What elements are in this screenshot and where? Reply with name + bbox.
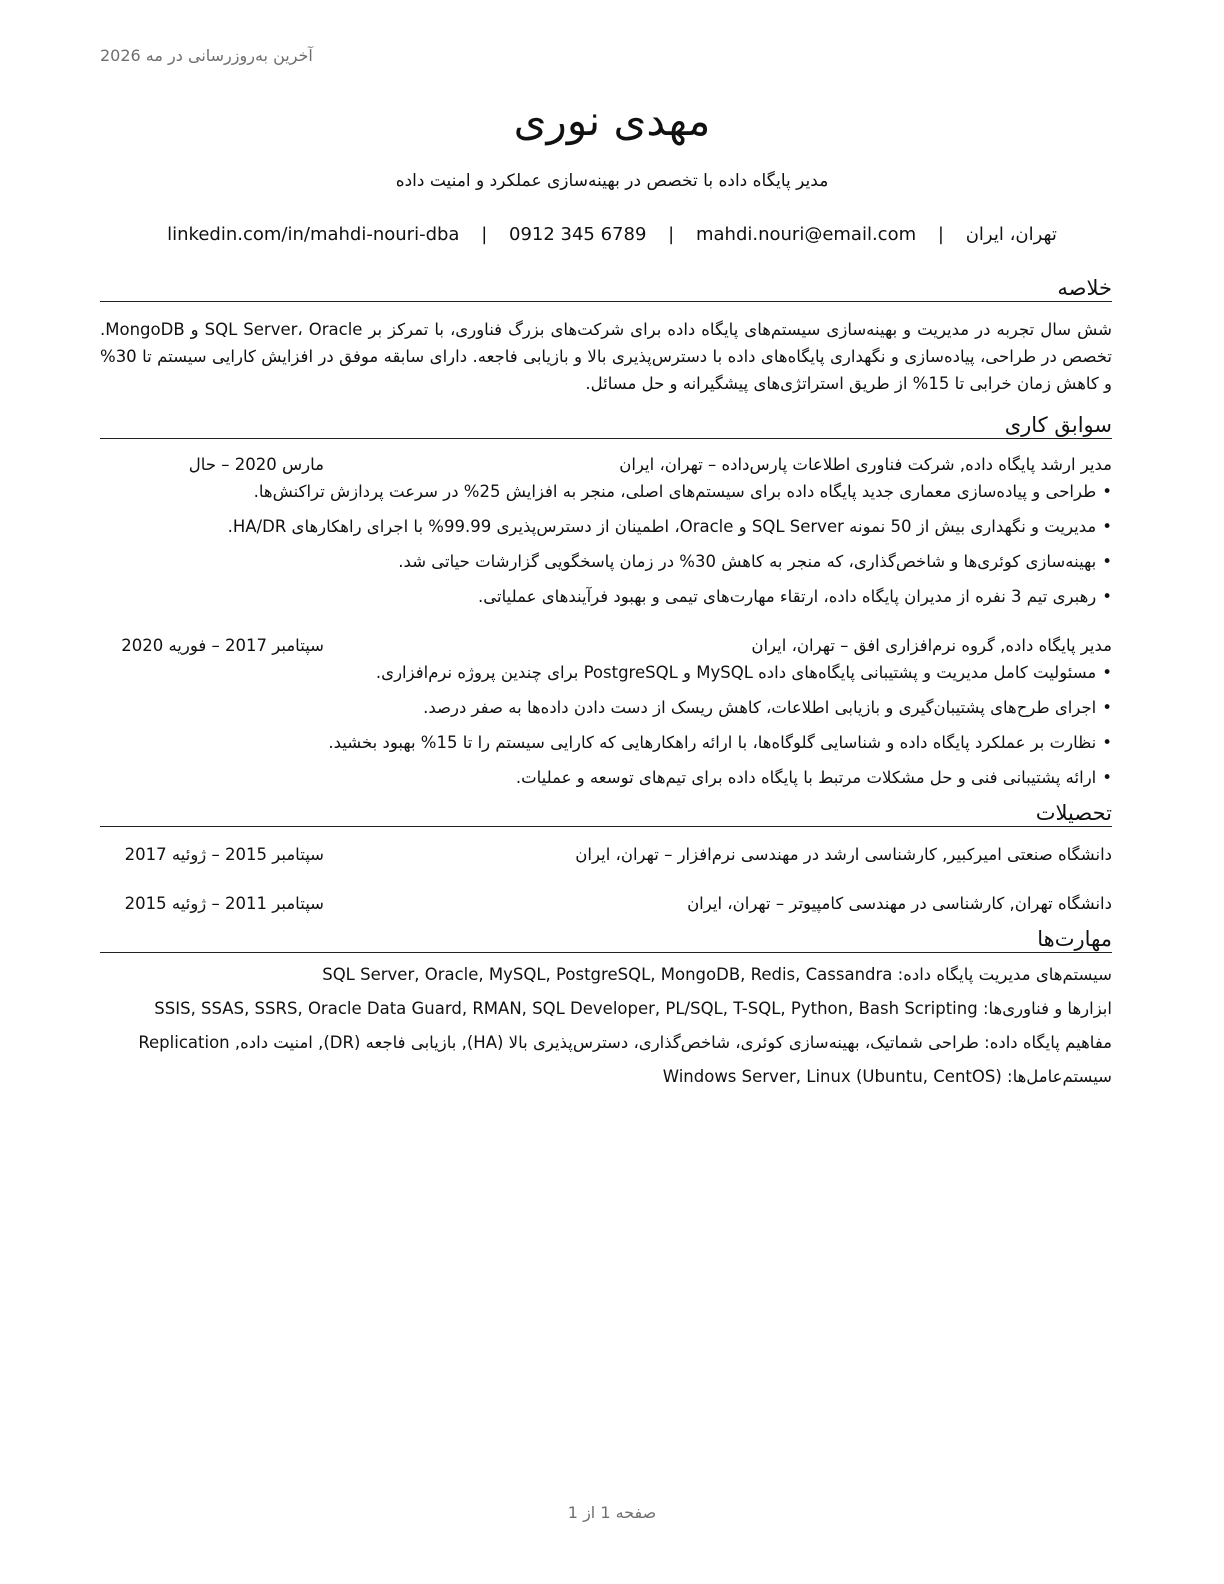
contact-separator: | (937, 224, 944, 245)
job-bullet: •رهبری تیم 3 نفره از مدیران پایگاه داده، ارتقاء مهارت‌های تیمی و بهبود فرآیندهای عملیاتی. (478, 587, 1112, 606)
job-bullet: •ارائه پشتیبانی فنی و حل مشکلات مرتبط با پایگاه داده برای تیم‌های توسعه و عملیات. (515, 768, 1112, 787)
contact-line (0, 224, 1224, 245)
contact-location: تهران، ایران (965, 224, 1057, 245)
job-header (100, 451, 1112, 478)
skills-section-title: مهارت‌ها (100, 927, 1112, 953)
skills-value: طراحی شماتیک، بهینه‌سازی کوئری، شاخص‌گذاری، دسترس‌پذیری بالا (HA), بازیابی فاجعه (DR), امنیت داده, Replication (138, 1033, 979, 1052)
job-title: مدیر ارشد پایگاه داده, شرکت فناوری اطلاعات پارس‌داده – تهران، ایران (619, 455, 1112, 474)
skills-row (100, 1031, 1112, 1055)
job-bullet: •مسئولیت کامل مدیریت و پشتیبانی پایگاه‌های داده MySQL و PostgreSQL برای چندین پروژه نرم‌افزاری. (375, 663, 1112, 682)
skills-value: SQL Server, Oracle, MySQL, PostgreSQL, MongoDB, Redis, Cassandra (322, 965, 893, 984)
education-entry (100, 890, 1112, 917)
resume-body (100, 276, 1112, 1089)
job-header (100, 632, 1112, 659)
skills-label: ابزارها و فناوری‌ها: (982, 999, 1112, 1018)
skills-row (100, 963, 1112, 987)
job-bullet: •طراحی و پیاده‌سازی معماری جدید پایگاه داده برای سیستم‌های اصلی، منجر به افزایش 25% در سرعت پردازش تراکنش‌ها. (253, 482, 1112, 501)
contact-email[interactable]: mahdi.nouri@email.com (695, 224, 917, 245)
job-bullet: •بهینه‌سازی کوئری‌ها و شاخص‌گذاری، که منجر به کاهش 30% در زمان پاسخگویی گزارشات حیاتی شد. (398, 552, 1112, 571)
page-number: صفحه 1 از 1 (567, 1503, 657, 1522)
job-bullet: •اجرای طرح‌های پشتیبان‌گیری و بازیابی اطلاعات، کاهش ریسک از دست دادن داده‌ها به صفر درصد. (423, 698, 1112, 717)
education-title: دانشگاه تهران, کارشناسی در مهندسی کامپیوتر – تهران، ایران (687, 894, 1112, 913)
summary-text: شش سال تجربه در مدیریت و بهینه‌سازی سیستم‌های پایگاه داده برای شرکت‌های بزرگ فناوری، با تمرکز بر SQL Server، Oracle و MongoDB. تخصص در طراحی، پیاده‌سازی و نگهداری پایگاه‌های داده با دسترس‌پذیری بالا و بازیابی فاجعه. دارای سابقه موفق در افزایش کارایی سیستم تا 30% و کاهش زمان خرابی تا 15% از طریق استراتژی‌های پیشگیرانه و حل مسائل. (100, 320, 1112, 393)
job-dates: مارس 2020 – حال (188, 455, 324, 474)
skills-label: سیستم‌های مدیریت پایگاه داده: (897, 965, 1112, 984)
candidate-name: مهدی نوری (513, 96, 711, 145)
job-dates: سپتامبر 2017 – فوریه 2020 (121, 636, 324, 655)
contact-linkedin[interactable]: linkedin.com/in/mahdi-nouri-dba (167, 224, 460, 245)
job-title: مدیر پایگاه داده, گروه نرم‌افزاری افق – تهران، ایران (751, 636, 1112, 655)
contact-separator: | (668, 224, 675, 245)
education-title: دانشگاه صنعتی امیرکبیر, کارشناسی ارشد در مهندسی نرم‌افزار – تهران، ایران (575, 845, 1112, 864)
skills-value: SSIS, SSAS, SSRS, Oracle Data Guard, RMAN, SQL Developer, PL/SQL, T-SQL, Python, Bash Scripting (154, 999, 978, 1018)
summary-section-title: خلاصه (100, 276, 1112, 302)
last-updated-date: آخرین به‌روزرسانی در مه 2026 (100, 46, 313, 65)
education-section-title: تحصیلات (100, 801, 1112, 827)
headline: مدیر پایگاه داده با تخصص در بهینه‌سازی عملکرد و امنیت داده (395, 171, 829, 191)
skills-row (100, 1065, 1112, 1089)
contact-phone[interactable]: 0912 345 6789 (509, 224, 647, 245)
skills-row (100, 997, 1112, 1021)
job-entry (100, 632, 1112, 791)
job-bullet: •مدیریت و نگهداری بیش از 50 نمونه SQL Server و Oracle، اطمینان از دسترس‌پذیری 99.99% با اجرای راهکارهای HA/DR. (227, 517, 1112, 536)
job-bullet: •نظارت بر عملکرد پایگاه داده و شناسایی گلوگاه‌ها، با ارائه راهکارهایی که کارایی سیستم را تا 15% بهبود بخشید. (328, 733, 1112, 752)
skills-label: سیستم‌عامل‌ها: (1007, 1067, 1112, 1086)
job-bullets (100, 659, 1112, 791)
education-dates: سپتامبر 2011 – ژوئیه 2015 (124, 894, 324, 913)
skills-label: مفاهیم پایگاه داده: (984, 1033, 1112, 1052)
education-entry (100, 841, 1112, 868)
experience-section-title: سوابق کاری (100, 413, 1112, 439)
job-entry (100, 451, 1112, 610)
contact-separator: | (481, 224, 488, 245)
education-dates: سپتامبر 2015 – ژوئیه 2017 (124, 845, 324, 864)
skills-value: Windows Server, Linux (Ubuntu, CentOS) (662, 1067, 1002, 1086)
job-bullets (100, 478, 1112, 610)
